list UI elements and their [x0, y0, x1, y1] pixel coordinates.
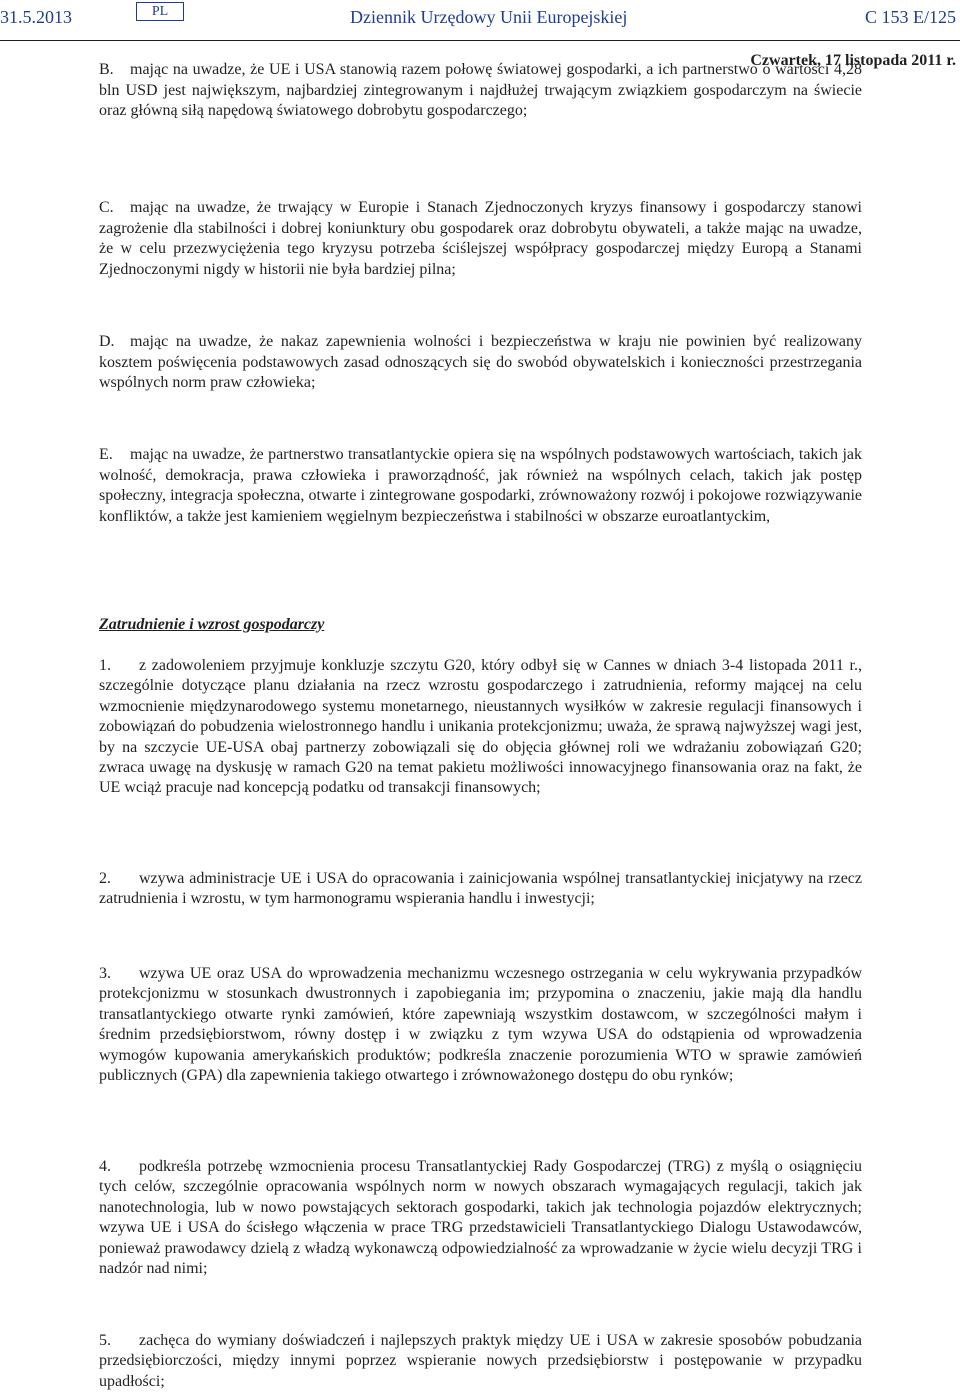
recital-text: mając na uwadze, że UE i USA stanowią razem połowę światowej gospodarki, a ich partnerstwo o wartości 4,28 bln USD jest największym, najbardziej zintegrowanym i najdłużej trwającym związkiem gospodarczym na świecie oraz główną siłą napędową światowego dobrobytu gospodarczego;: [99, 61, 862, 120]
document-date: Czwartek, 17 listopada 2011 r.: [750, 52, 956, 69]
section-heading: Zatrudnienie i wzrost gospodarczy: [99, 616, 325, 633]
recital-c: [99, 198, 862, 280]
point-number: 4.: [99, 1158, 111, 1175]
recital-text: mając na uwadze, że nakaz zapewnienia wolności i bezpieczeństwa w kraju nie powinien być realizowany kosztem poświęcenia podstawowych zasad odnoszących się do swobód obywatelskich i konieczności przestrzegania wspólnych norm praw człowieka;: [99, 333, 862, 392]
point-text: wzywa UE oraz USA do wprowadzenia mechanizmu wczesnego ostrzegania w celu wykrywania przypadków protekcjonizmu w stosunkach dwustronnych i zapobiegania im; przypomina o znaczeniu, jakie mają dla handlu transatlantyckiego otwarte rynki zamówień, które zapewniają wszystkim dostawcom, w szczególności małym i średnim przedsiębiorstwom, równy dostęp i w związku z tym wzywa USA do odstąpienia od wprowadzenia wymogów kupowania amerykańskich produktów; podkreśla znaczenie porozumienia WTO w sprawie zamówień publicznych (GPA) dla zapewnienia takiego otwartego i zrównoważonego dostępu do obu rynków;: [99, 965, 862, 1085]
recital-b: [99, 60, 862, 122]
point-text: z zadowoleniem przyjmuje konkluzje szczytu G20, który odbył się w Cannes w dniach 3-4 listopada 2011 r., szczególnie dotyczące planu działania na rzecz wzrostu gospodarczego i zatrudnienia, reformy mającej na celu wzmocnienie międzynarodowego systemu monetarnego, nieustannych wysiłków w zakresie regulacji finansowych i zobowiązań do pobudzenia wielostronnego handlu i unikania protekcjonizmu; uważa, że sprawą najwyższej wagi jest, by na szczycie UE-USA obaj partnerzy zobowiązali się do objęcia głównej roli we wdrażaniu zobowiązań G20; zwraca uwagę na dyskusję w ramach G20 na temat pakietu możliwości innowacyjnego finansowania oraz na fakt, że UE wciąż pracuje nad koncepcją podatku od transakcji finansowych;: [99, 657, 862, 797]
recital-d: [99, 332, 862, 394]
point-3: [99, 964, 862, 1086]
recital-text: mając na uwadze, że partnerstwo transatlantyckie opiera się na wspólnych podstawowych wartościach, takich jak wolność, demokracja, prawa człowieka i praworządność, jak również na wspólnych celach, takich jak postęp społeczny, integracja społeczna, otwarte i zintegrowane gospodarki, zrównoważony rozwój i pokojowe rozwiązywanie konfliktów, a także jest kamieniem węgielnym bezpieczeństwa i stabilności w obszarze euroatlantyckim,: [99, 446, 862, 525]
point-number: 2.: [99, 870, 111, 887]
point-number: 1.: [99, 657, 111, 674]
journal-reference: C 153 E/125: [864, 7, 956, 27]
point-number: 5.: [99, 1332, 111, 1349]
recital-label: D.: [99, 333, 115, 350]
recital-label: B.: [99, 61, 114, 78]
point-text: podkreśla potrzebę wzmocnienia procesu Transatlantyckiej Rady Gospodarczej (TRG) z myślą o osiągnięciu tych celów, szczególnie opracowania wspólnych norm w nowych obszarach wymagających regulacji, takich jak nanotechnologia, lub w nowo powstających sektorach gospodarki, takich jak technologia pojazdów elektrycznych; wzywa UE i USA do ścisłego włączenia w prace TRG przedstawicieli Transatlantyckiego Dialogu Ustawodawców, ponieważ prawodawcy dzielą z władzą wykonawczą odpowiedzialność za wprowadzanie w życie wielu decyzji TRG i nadzór nad nimi;: [99, 1158, 862, 1278]
point-5: [99, 1331, 862, 1392]
point-2: [99, 869, 862, 910]
recital-label: E.: [99, 446, 113, 463]
publication-date: 31.5.2013: [0, 7, 72, 27]
recital-text: mając na uwadze, że trwający w Europie i Stanach Zjednoczonych kryzys finansowy i gospodarczy stanowi zagrożenie dla stabilności i dobrej koniunktury obu gospodarek oraz dobrobytu obywateli, a także mając na uwadze, że w celu przezwyciężenia tego kryzysu potrzeba ściślejszej współpracy gospodarczej między Europą a Stanami Zjednoczonymi nigdy w historii nie była bardziej pilna;: [99, 199, 862, 278]
language-badge: PL: [136, 2, 184, 21]
journal-title: Dziennik Urzędowy Unii Europejskiej: [350, 7, 628, 27]
recital-label: C.: [99, 199, 114, 216]
recital-e: [99, 445, 862, 527]
page-header: [0, 0, 960, 41]
point-number: 3.: [99, 965, 111, 982]
point-text: wzywa administracje UE i USA do opracowania i zainicjowania wspólnej transatlantyckiej inicjatywy na rzecz zatrudnienia i wzrostu, w tym harmonogramu wspierania handlu i inwestycji;: [99, 870, 862, 908]
point-1: [99, 656, 862, 799]
point-text: zachęca do wymiany doświadczeń i najlepszych praktyk między UE i USA w zakresie sposobów pobudzania przedsiębiorczości, między innymi poprzez wspieranie nowych przedsiębiorstw i postępowanie w przypadku upadłości;: [99, 1332, 862, 1390]
point-4: [99, 1157, 862, 1279]
